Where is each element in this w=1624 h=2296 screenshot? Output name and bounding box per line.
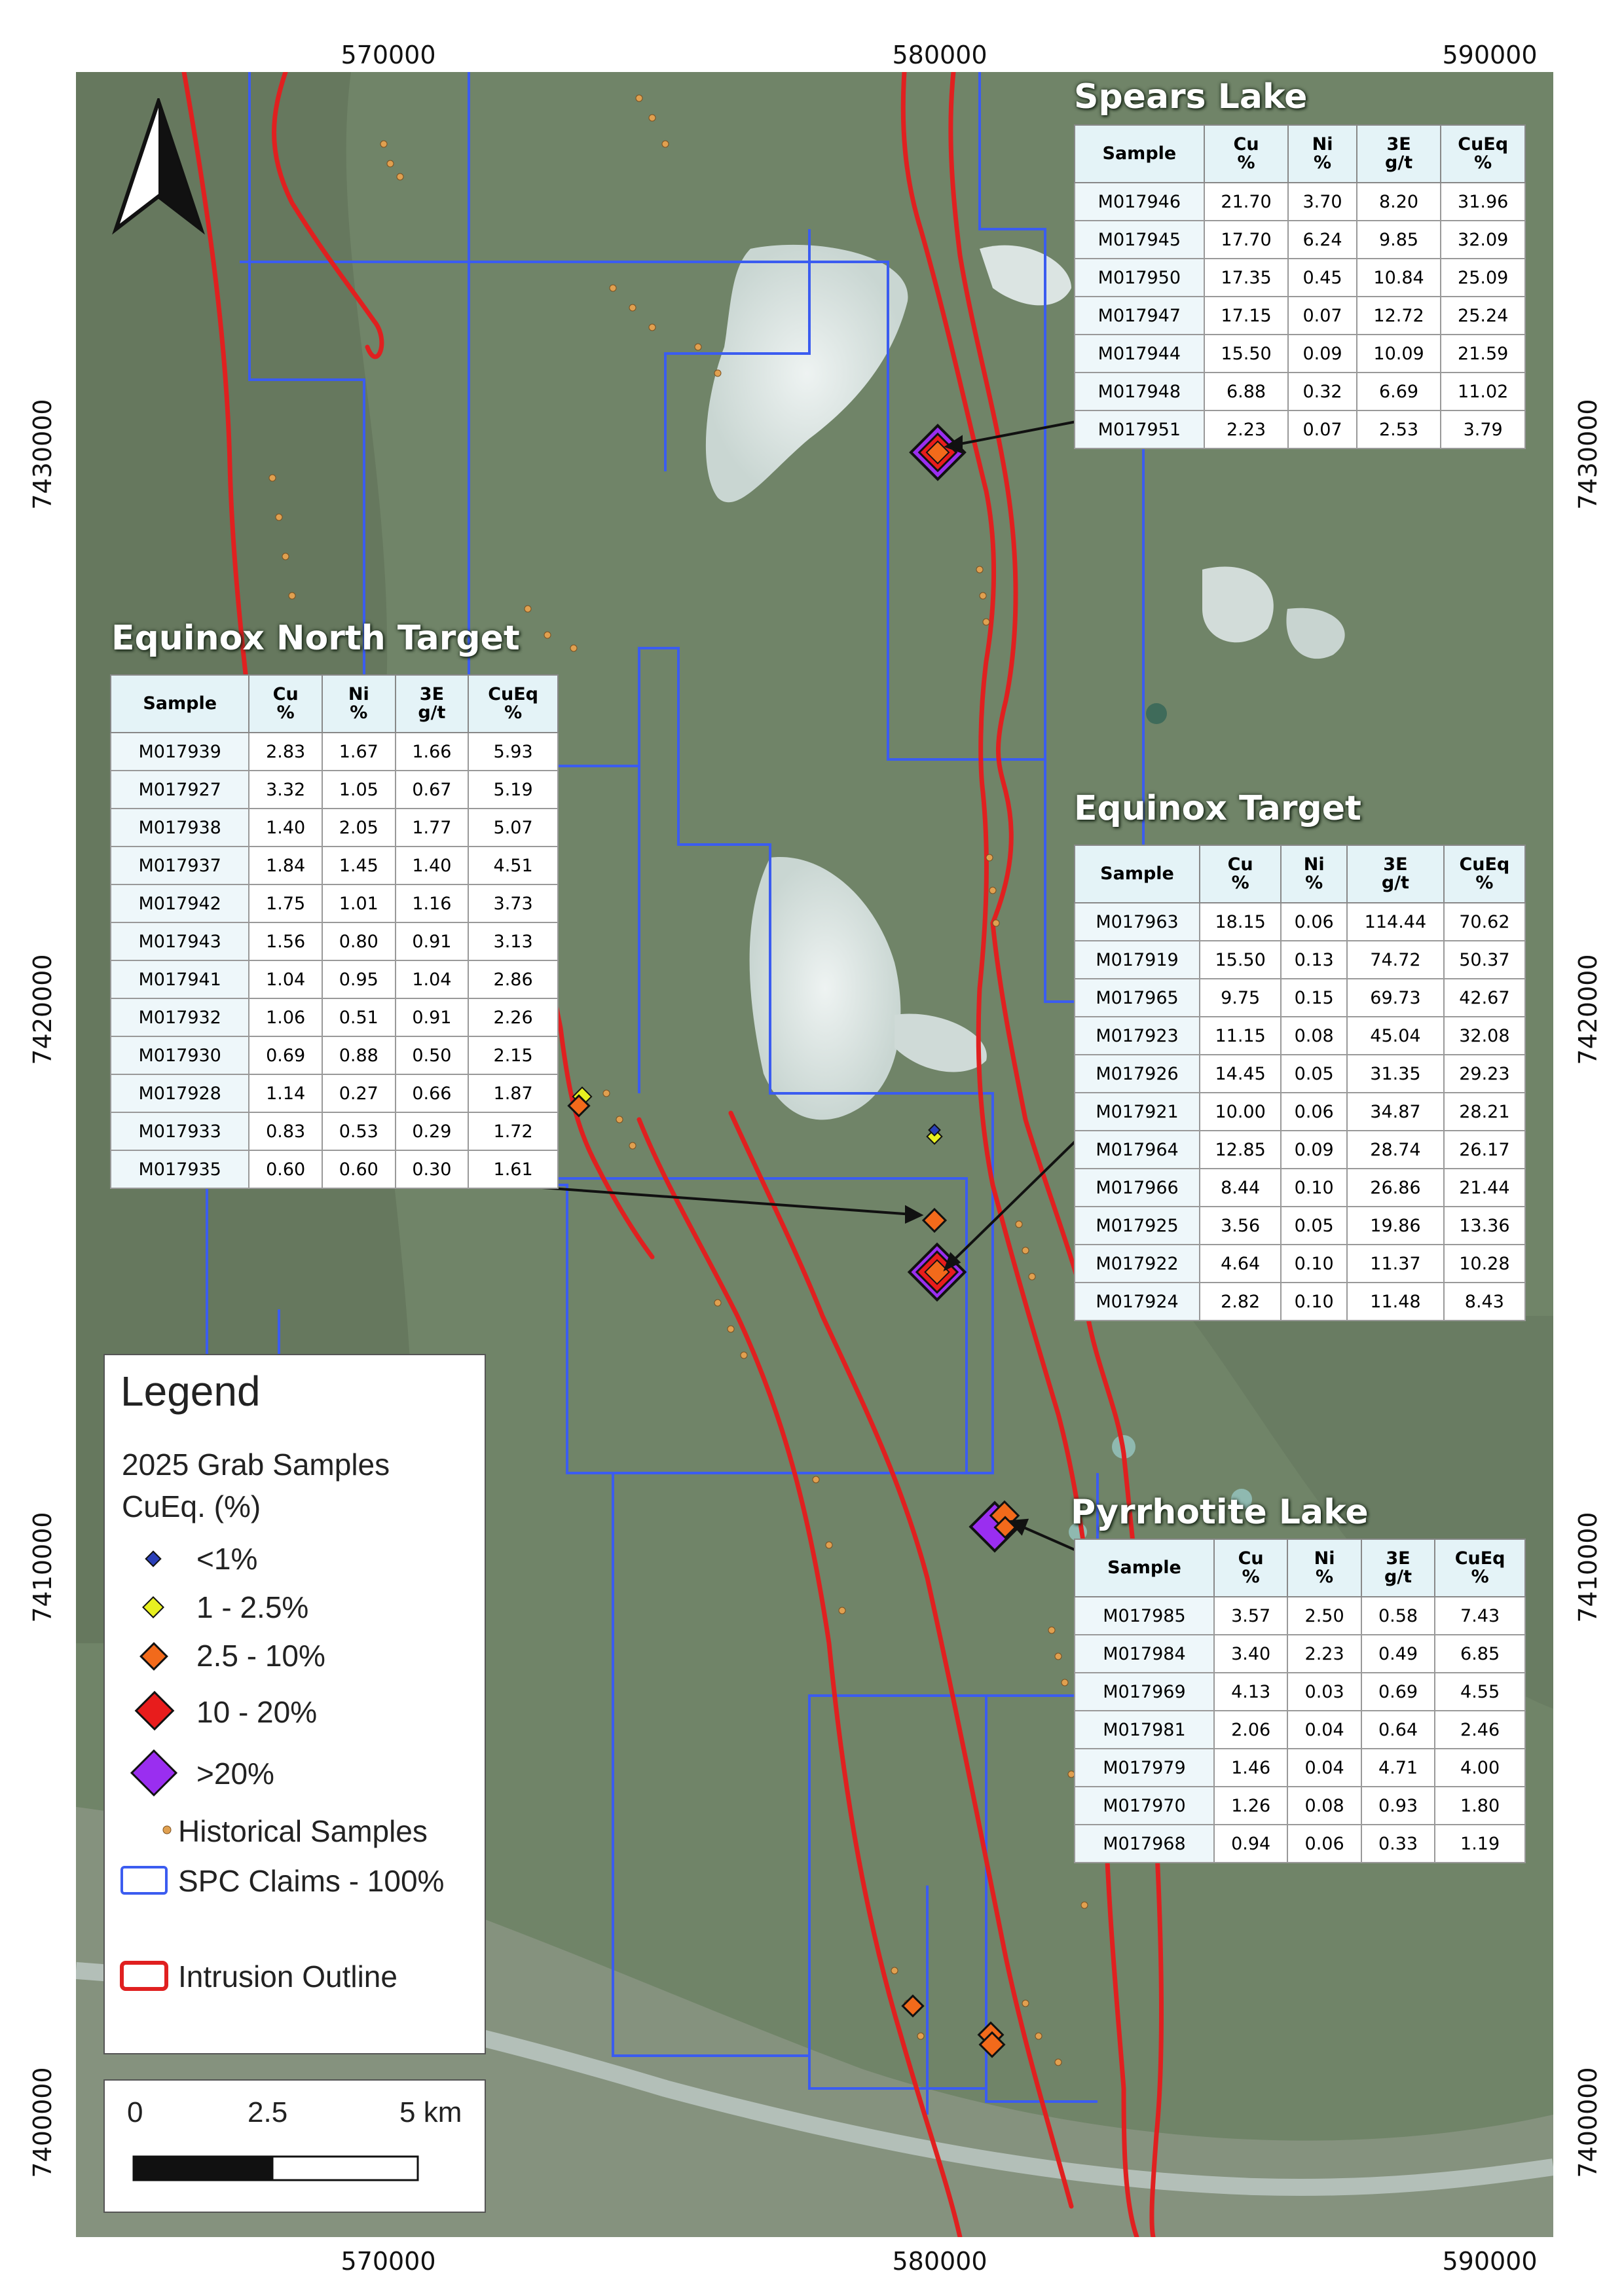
sample-id-cell: M017932 [111, 998, 249, 1036]
legend-label-intrusion: Intrusion Outline [178, 1959, 397, 1994]
value-cell: 4.51 [468, 847, 558, 884]
value-cell: 1.40 [249, 809, 322, 847]
value-cell: 14.45 [1200, 1055, 1281, 1093]
value-cell: 10.09 [1357, 335, 1441, 373]
value-cell: 2.23 [1204, 410, 1289, 448]
sample-id-cell: M017945 [1075, 221, 1204, 259]
value-cell: 0.07 [1288, 297, 1356, 335]
sample-id-cell: M017947 [1075, 297, 1204, 335]
sample-id-cell: M017979 [1075, 1749, 1214, 1787]
value-cell: 4.71 [1361, 1749, 1435, 1787]
table-header-cell: Sample [1075, 1539, 1214, 1597]
value-cell: 0.69 [1361, 1673, 1435, 1711]
value-cell: 2.46 [1435, 1711, 1525, 1749]
value-cell: 69.73 [1347, 979, 1444, 1017]
table-header-row [1075, 125, 1525, 183]
table-row [1075, 1749, 1525, 1787]
value-cell: 0.08 [1281, 1017, 1347, 1055]
value-cell: 15.50 [1200, 941, 1281, 979]
table-header-row [1075, 845, 1525, 903]
table-header-cell: CuEq % [1435, 1539, 1525, 1597]
table-row [1075, 979, 1525, 1017]
sample-id-cell: M017966 [1075, 1169, 1200, 1207]
legend-label-historical: Historical Samples [178, 1814, 428, 1848]
table-row [1075, 1245, 1525, 1283]
value-cell: 28.21 [1444, 1093, 1525, 1131]
value-cell: 2.05 [322, 809, 396, 847]
equinox-north-title: Equinox North Target [111, 619, 520, 658]
value-cell: 8.20 [1357, 183, 1441, 221]
value-cell: 9.75 [1200, 979, 1281, 1017]
table-row [1075, 335, 1525, 373]
value-cell: 0.05 [1281, 1207, 1347, 1245]
scale-bar-graphic [132, 2155, 420, 2184]
value-cell: 0.15 [1281, 979, 1347, 1017]
table-row [1075, 1711, 1525, 1749]
easting-label-2-top: 580000 [892, 41, 987, 69]
table-header-cell: Ni % [1281, 845, 1347, 903]
table-row [111, 960, 558, 998]
value-cell: 1.77 [396, 809, 469, 847]
value-cell: 2.83 [249, 733, 322, 771]
table-row [1075, 1635, 1525, 1673]
sample-id-cell: M017933 [111, 1112, 249, 1150]
legend-symbol-claims [119, 1862, 172, 1901]
easting-label-1-top: 570000 [341, 41, 436, 69]
value-cell: 0.51 [322, 998, 396, 1036]
table-row [111, 1150, 558, 1188]
legend-group-title: 2025 Grab Samples [122, 1448, 390, 1482]
sample-id-cell: M017937 [111, 847, 249, 884]
table-row [1075, 297, 1525, 335]
northing-label-4-left: 7400000 [28, 2067, 57, 2178]
table-header-cell: Sample [111, 675, 249, 733]
value-cell: 2.26 [468, 998, 558, 1036]
value-cell: 70.62 [1444, 903, 1525, 941]
value-cell: 0.09 [1288, 335, 1356, 373]
value-cell: 9.85 [1357, 221, 1441, 259]
value-cell: 18.15 [1200, 903, 1281, 941]
value-cell: 0.66 [396, 1074, 469, 1112]
table-row [111, 771, 558, 809]
value-cell: 0.91 [396, 998, 469, 1036]
value-cell: 11.48 [1347, 1283, 1444, 1321]
table-row [1075, 1169, 1525, 1207]
sample-id-cell: M017950 [1075, 259, 1204, 297]
value-cell: 7.43 [1435, 1597, 1525, 1635]
value-cell: 10.84 [1357, 259, 1441, 297]
equinox-target-title: Equinox Target [1074, 789, 1361, 828]
legend-label-10-20: 10 - 20% [196, 1695, 318, 1729]
value-cell: 2.53 [1357, 410, 1441, 448]
value-cell: 0.07 [1288, 410, 1356, 448]
value-cell: 3.40 [1214, 1635, 1287, 1673]
legend-symbol-gt20 [124, 1745, 183, 1800]
value-cell: 1.84 [249, 847, 322, 884]
value-cell: 21.59 [1441, 335, 1525, 373]
table-header-cell: 3E g/t [1347, 845, 1444, 903]
easting-label-1-bottom: 570000 [341, 2247, 436, 2276]
value-cell: 12.72 [1357, 297, 1441, 335]
value-cell: 0.69 [249, 1036, 322, 1074]
value-cell: 0.60 [322, 1150, 396, 1188]
table-row [1075, 1093, 1525, 1131]
value-cell: 1.45 [322, 847, 396, 884]
value-cell: 0.95 [322, 960, 396, 998]
table-header-cell: 3E g/t [1357, 125, 1441, 183]
table-header-cell: Ni % [1287, 1539, 1361, 1597]
legend-label-gt20: >20% [196, 1757, 274, 1791]
sample-id-cell: M017951 [1075, 410, 1204, 448]
table-row [1075, 903, 1525, 941]
table-row [111, 998, 558, 1036]
value-cell: 21.44 [1444, 1169, 1525, 1207]
table-row [111, 847, 558, 884]
scale-bar [103, 2079, 486, 2213]
value-cell: 32.08 [1444, 1017, 1525, 1055]
value-cell: 4.55 [1435, 1673, 1525, 1711]
legend-label-lt1: <1% [196, 1542, 258, 1576]
value-cell: 17.70 [1204, 221, 1289, 259]
sample-id-cell: M017924 [1075, 1283, 1200, 1321]
value-cell: 0.10 [1281, 1283, 1347, 1321]
value-cell: 29.23 [1444, 1055, 1525, 1093]
sample-id-cell: M017984 [1075, 1635, 1214, 1673]
value-cell: 1.56 [249, 922, 322, 960]
table-header-cell: Ni % [322, 675, 396, 733]
value-cell: 0.13 [1281, 941, 1347, 979]
table-row [111, 884, 558, 922]
value-cell: 1.67 [322, 733, 396, 771]
table-header-cell: 3E g/t [396, 675, 469, 733]
value-cell: 1.40 [396, 847, 469, 884]
legend-group-subtitle: CuEq. (%) [122, 1489, 261, 1523]
table-row [111, 1074, 558, 1112]
value-cell: 1.01 [322, 884, 396, 922]
table-header-cell: CuEq % [468, 675, 558, 733]
table-row [1075, 1597, 1525, 1635]
value-cell: 10.00 [1200, 1093, 1281, 1131]
value-cell: 0.10 [1281, 1245, 1347, 1283]
scale-label-2-5: 2.5 [248, 2096, 288, 2128]
sample-id-cell: M017930 [111, 1036, 249, 1074]
legend-symbol-lt1 [134, 1542, 173, 1575]
table-row [1075, 259, 1525, 297]
value-cell: 1.06 [249, 998, 322, 1036]
value-cell: 0.09 [1281, 1131, 1347, 1169]
value-cell: 0.88 [322, 1036, 396, 1074]
value-cell: 42.67 [1444, 979, 1525, 1017]
value-cell: 0.06 [1281, 903, 1347, 941]
northing-label-3-left: 7410000 [28, 1512, 57, 1623]
value-cell: 4.13 [1214, 1673, 1287, 1711]
sample-id-cell: M017943 [111, 922, 249, 960]
value-cell: 6.88 [1204, 373, 1289, 410]
value-cell: 0.58 [1361, 1597, 1435, 1635]
pond-4 [1146, 703, 1167, 724]
value-cell: 114.44 [1347, 903, 1444, 941]
scale-label-5km: 5 km [399, 2096, 462, 2128]
value-cell: 1.72 [468, 1112, 558, 1150]
value-cell: 0.49 [1361, 1635, 1435, 1673]
sample-id-cell: M017946 [1075, 183, 1204, 221]
value-cell: 6.85 [1435, 1635, 1525, 1673]
northing-label-2-left: 7420000 [28, 954, 57, 1065]
sample-id-cell: M017970 [1075, 1787, 1214, 1825]
legend-symbol-intrusion [119, 1958, 172, 1997]
table-row [1075, 373, 1525, 410]
sample-id-cell: M017968 [1075, 1825, 1214, 1863]
table-row [1075, 1825, 1525, 1863]
northing-label-1-left: 7430000 [28, 399, 57, 510]
table-header-cell: Cu % [1214, 1539, 1287, 1597]
pyrrhotite-lake-table [1074, 1539, 1526, 1863]
north-arrow-icon [106, 98, 211, 236]
value-cell: 74.72 [1347, 941, 1444, 979]
value-cell: 1.26 [1214, 1787, 1287, 1825]
value-cell: 0.60 [249, 1150, 322, 1188]
sample-id-cell: M017944 [1075, 335, 1204, 373]
easting-label-3-top: 590000 [1442, 41, 1538, 69]
value-cell: 0.30 [396, 1150, 469, 1188]
value-cell: 1.04 [396, 960, 469, 998]
table-row [1075, 1131, 1525, 1169]
table-row [1075, 1055, 1525, 1093]
value-cell: 0.10 [1281, 1169, 1347, 1207]
map-legend [103, 1354, 486, 2054]
value-cell: 45.04 [1347, 1017, 1444, 1055]
value-cell: 3.13 [468, 922, 558, 960]
value-cell: 1.61 [468, 1150, 558, 1188]
value-cell: 8.44 [1200, 1169, 1281, 1207]
value-cell: 1.19 [1435, 1825, 1525, 1863]
value-cell: 19.86 [1347, 1207, 1444, 1245]
value-cell: 6.69 [1357, 373, 1441, 410]
value-cell: 34.87 [1347, 1093, 1444, 1131]
scale-label-0: 0 [127, 2096, 143, 2128]
sample-id-cell: M017941 [111, 960, 249, 998]
table-header-cell: Cu % [1204, 125, 1289, 183]
sample-id-cell: M017981 [1075, 1711, 1214, 1749]
sample-id-cell: M017964 [1075, 1131, 1200, 1169]
legend-label-1-2-5: 1 - 2.5% [196, 1590, 309, 1624]
table-row [111, 1036, 558, 1074]
value-cell: 0.05 [1281, 1055, 1347, 1093]
value-cell: 0.06 [1281, 1093, 1347, 1131]
table-header-cell: CuEq % [1444, 845, 1525, 903]
sample-id-cell: M017942 [111, 884, 249, 922]
value-cell: 5.07 [468, 809, 558, 847]
value-cell: 1.87 [468, 1074, 558, 1112]
sample-id-cell: M017985 [1075, 1597, 1214, 1635]
table-header-row [1075, 1539, 1525, 1597]
value-cell: 25.09 [1441, 259, 1525, 297]
value-cell: 11.37 [1347, 1245, 1444, 1283]
value-cell: 0.93 [1361, 1787, 1435, 1825]
spears-lake-title: Spears Lake [1074, 77, 1308, 117]
value-cell: 2.50 [1287, 1597, 1361, 1635]
northing-label-1-right: 7430000 [1574, 399, 1602, 510]
sample-id-cell: M017922 [1075, 1245, 1200, 1283]
sample-id-cell: M017928 [111, 1074, 249, 1112]
value-cell: 2.82 [1200, 1283, 1281, 1321]
value-cell: 2.86 [468, 960, 558, 998]
sample-id-cell: M017935 [111, 1150, 249, 1188]
sample-id-cell: M017948 [1075, 373, 1204, 410]
value-cell: 1.75 [249, 884, 322, 922]
value-cell: 50.37 [1444, 941, 1525, 979]
value-cell: 0.64 [1361, 1711, 1435, 1749]
value-cell: 26.17 [1444, 1131, 1525, 1169]
sample-id-cell: M017926 [1075, 1055, 1200, 1093]
value-cell: 0.83 [249, 1112, 322, 1150]
value-cell: 0.45 [1288, 259, 1356, 297]
sample-id-cell: M017927 [111, 771, 249, 809]
equinox-north-table [110, 674, 559, 1189]
value-cell: 0.91 [396, 922, 469, 960]
table-header-cell: Cu % [249, 675, 322, 733]
sample-id-cell: M017965 [1075, 979, 1200, 1017]
value-cell: 1.46 [1214, 1749, 1287, 1787]
value-cell: 3.70 [1288, 183, 1356, 221]
pyrrhotite-lake-title: Pyrrhotite Lake [1071, 1493, 1369, 1532]
table-row [1075, 221, 1525, 259]
legend-title: Legend [120, 1368, 261, 1415]
value-cell: 28.74 [1347, 1131, 1444, 1169]
value-cell: 0.06 [1287, 1825, 1361, 1863]
table-row [1075, 1673, 1525, 1711]
legend-symbol-historical [157, 1820, 177, 1840]
value-cell: 1.14 [249, 1074, 322, 1112]
legend-label-2-5-10: 2.5 - 10% [196, 1639, 325, 1673]
table-row [1075, 410, 1525, 448]
table-row [1075, 941, 1525, 979]
value-cell: 0.27 [322, 1074, 396, 1112]
northing-label-3-right: 7410000 [1574, 1512, 1602, 1623]
value-cell: 3.32 [249, 771, 322, 809]
value-cell: 17.35 [1204, 259, 1289, 297]
value-cell: 0.50 [396, 1036, 469, 1074]
legend-symbol-1-2-5 [134, 1591, 173, 1624]
table-header-cell: 3E g/t [1361, 1539, 1435, 1597]
sample-id-cell: M017923 [1075, 1017, 1200, 1055]
value-cell: 5.19 [468, 771, 558, 809]
value-cell: 17.15 [1204, 297, 1289, 335]
table-header-row [111, 675, 558, 733]
value-cell: 0.32 [1288, 373, 1356, 410]
value-cell: 12.85 [1200, 1131, 1281, 1169]
spears-lake-table [1074, 124, 1526, 449]
easting-label-2-bottom: 580000 [892, 2247, 987, 2276]
value-cell: 0.53 [322, 1112, 396, 1150]
value-cell: 2.06 [1214, 1711, 1287, 1749]
value-cell: 32.09 [1441, 221, 1525, 259]
legend-symbol-10-20 [128, 1688, 181, 1734]
table-row [1075, 183, 1525, 221]
value-cell: 25.24 [1441, 297, 1525, 335]
table-row [111, 733, 558, 771]
sample-id-cell: M017921 [1075, 1093, 1200, 1131]
sample-id-cell: M017963 [1075, 903, 1200, 941]
value-cell: 4.64 [1200, 1245, 1281, 1283]
equinox-target-table [1074, 845, 1526, 1321]
value-cell: 1.80 [1435, 1787, 1525, 1825]
value-cell: 0.04 [1287, 1711, 1361, 1749]
value-cell: 0.80 [322, 922, 396, 960]
value-cell: 0.04 [1287, 1749, 1361, 1787]
sample-id-cell: M017925 [1075, 1207, 1200, 1245]
value-cell: 0.03 [1287, 1673, 1361, 1711]
value-cell: 1.05 [322, 771, 396, 809]
value-cell: 11.02 [1441, 373, 1525, 410]
value-cell: 0.08 [1287, 1787, 1361, 1825]
value-cell: 4.00 [1435, 1749, 1525, 1787]
value-cell: 31.96 [1441, 183, 1525, 221]
table-row [111, 1112, 558, 1150]
sample-id-cell: M017939 [111, 733, 249, 771]
northing-label-4-right: 7400000 [1574, 2067, 1602, 2178]
value-cell: 6.24 [1288, 221, 1356, 259]
table-row [1075, 1283, 1525, 1321]
table-header-cell: Ni % [1288, 125, 1356, 183]
value-cell: 0.33 [1361, 1825, 1435, 1863]
value-cell: 26.86 [1347, 1169, 1444, 1207]
value-cell: 0.29 [396, 1112, 469, 1150]
table-row [111, 922, 558, 960]
northing-label-2-right: 7420000 [1574, 954, 1602, 1065]
value-cell: 3.56 [1200, 1207, 1281, 1245]
value-cell: 2.15 [468, 1036, 558, 1074]
value-cell: 0.94 [1214, 1825, 1287, 1863]
legend-label-claims: SPC Claims - 100% [178, 1864, 445, 1898]
value-cell: 31.35 [1347, 1055, 1444, 1093]
easting-label-3-bottom: 590000 [1442, 2247, 1538, 2276]
value-cell: 13.36 [1444, 1207, 1525, 1245]
table-header-cell: CuEq % [1441, 125, 1525, 183]
value-cell: 11.15 [1200, 1017, 1281, 1055]
table-header-cell: Sample [1075, 845, 1200, 903]
value-cell: 21.70 [1204, 183, 1289, 221]
table-header-cell: Sample [1075, 125, 1204, 183]
value-cell: 3.73 [468, 884, 558, 922]
value-cell: 5.93 [468, 733, 558, 771]
value-cell: 2.23 [1287, 1635, 1361, 1673]
value-cell: 1.04 [249, 960, 322, 998]
table-row [1075, 1017, 1525, 1055]
value-cell: 15.50 [1204, 335, 1289, 373]
value-cell: 1.66 [396, 733, 469, 771]
value-cell: 3.79 [1441, 410, 1525, 448]
table-header-cell: Cu % [1200, 845, 1281, 903]
value-cell: 1.16 [396, 884, 469, 922]
value-cell: 0.67 [396, 771, 469, 809]
table-row [1075, 1787, 1525, 1825]
value-cell: 3.57 [1214, 1597, 1287, 1635]
legend-symbol-2-5-10 [131, 1637, 177, 1676]
value-cell: 10.28 [1444, 1245, 1525, 1283]
value-cell: 8.43 [1444, 1283, 1525, 1321]
sample-id-cell: M017938 [111, 809, 249, 847]
sample-id-cell: M017969 [1075, 1673, 1214, 1711]
table-row [1075, 1207, 1525, 1245]
sample-id-cell: M017919 [1075, 941, 1200, 979]
table-row [111, 809, 558, 847]
